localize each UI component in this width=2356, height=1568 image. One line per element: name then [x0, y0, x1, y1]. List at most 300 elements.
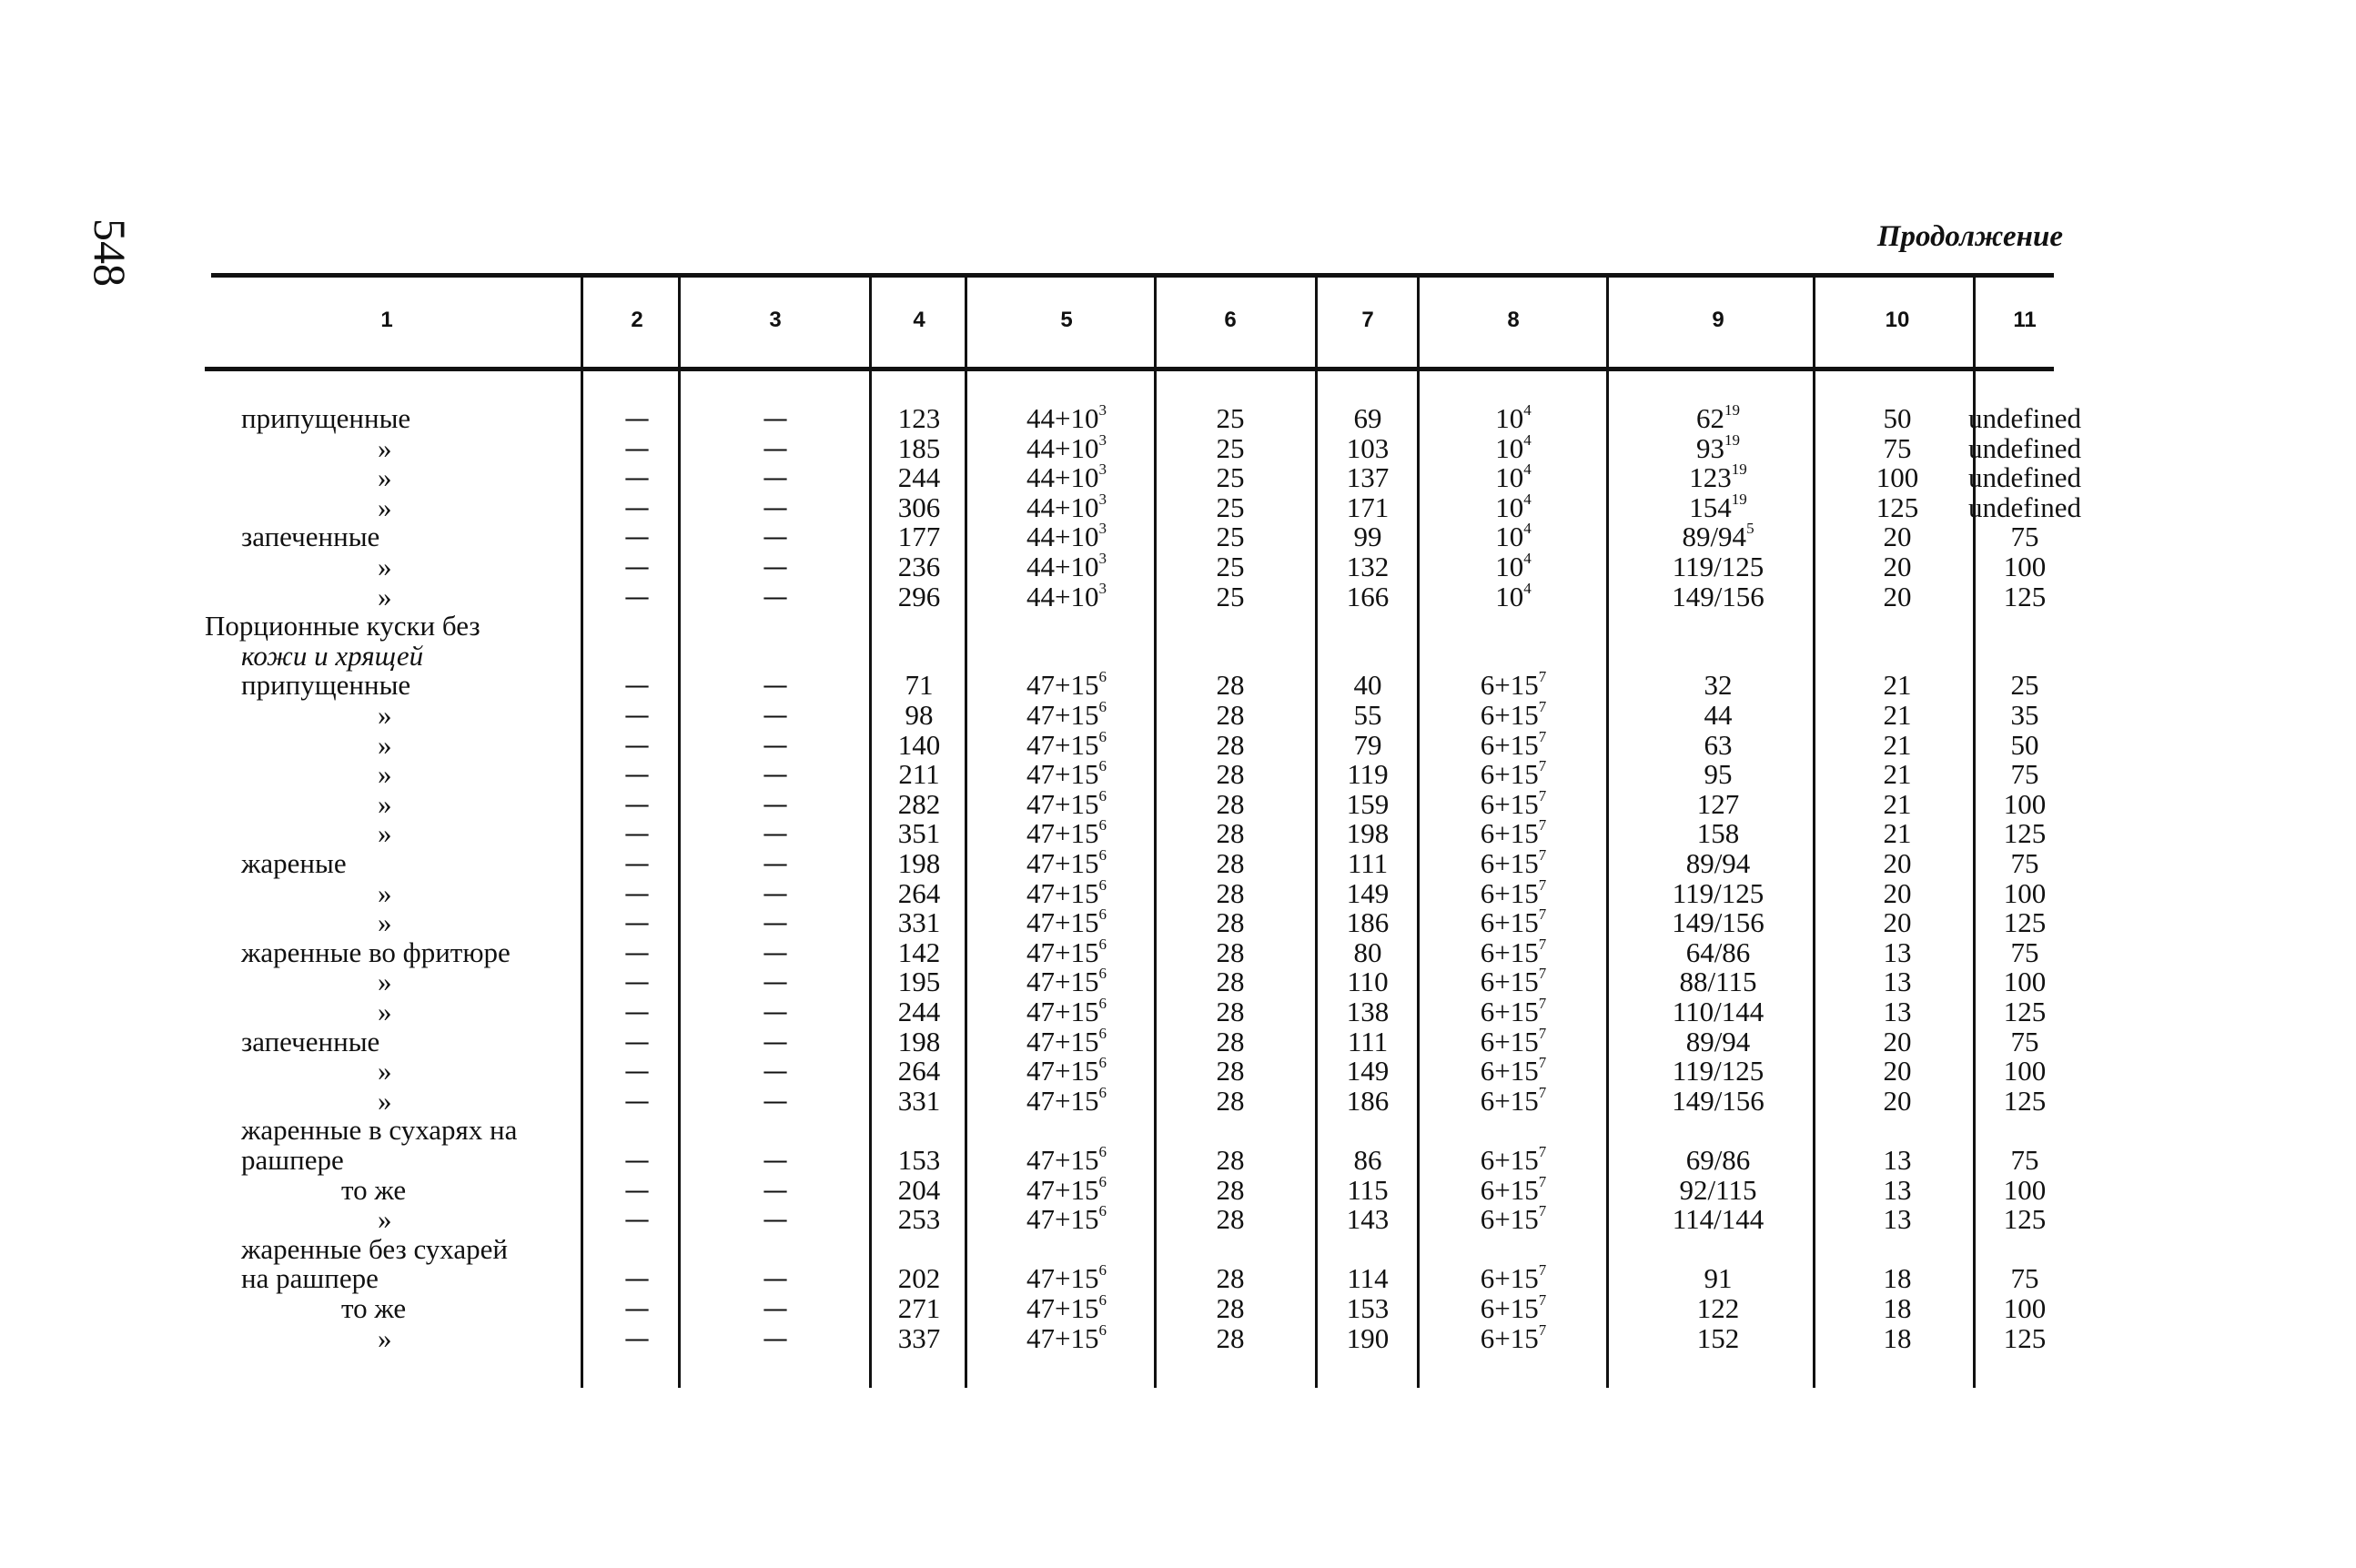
table-cell: $10^4$	[1495, 520, 1532, 553]
table-cell: 137	[1346, 461, 1390, 494]
table-cell: $6+15^7$	[1480, 786, 1547, 820]
table-cell: —	[624, 877, 650, 908]
table-row	[0, 462, 2356, 492]
table-cell: 115	[1347, 1173, 1389, 1206]
table-cell: 264	[897, 1055, 941, 1087]
table-cell: $47+15^6$	[1026, 875, 1107, 909]
table-cell: $47+15^6$	[1026, 1024, 1107, 1057]
table-cell: $44+10^3$	[1026, 460, 1107, 494]
table-cell: 331	[897, 906, 941, 939]
table-cell: —	[624, 521, 650, 552]
footnote-mark: 6	[1098, 1291, 1107, 1309]
table-cell: —	[763, 670, 788, 701]
footnote-mark: 7	[1538, 1202, 1547, 1220]
table-cell: 75	[2010, 521, 2039, 553]
table-cell: $93^{19}$	[1696, 430, 1740, 464]
table-cell: $47+15^6$	[1026, 1083, 1107, 1117]
table-cell: 158	[1696, 817, 1740, 850]
row-label: »	[378, 817, 392, 850]
table-cell: $6+15^7$	[1480, 1054, 1547, 1087]
table-cell: —	[763, 1263, 788, 1294]
footnote-mark: 7	[1538, 875, 1547, 894]
table-cell: $6+15^7$	[1480, 698, 1547, 731]
table-cell: 122	[1696, 1292, 1740, 1324]
footnote-mark: 6	[1098, 1143, 1107, 1160]
footnote-mark: 6	[1098, 905, 1107, 924]
table-cell: —	[624, 1085, 650, 1116]
table-cell: 18	[1883, 1262, 1912, 1295]
table-cell: 138	[1346, 996, 1390, 1027]
column-header: 11	[2013, 308, 2037, 332]
table-cell: 92/115	[1679, 1173, 1757, 1206]
table-cell: $44+10^3$	[1026, 520, 1107, 553]
table-cell: 21	[1883, 817, 1912, 850]
footnote-mark: 7	[1538, 1083, 1547, 1101]
table-cell: 306	[897, 491, 941, 523]
table-row	[0, 848, 2356, 878]
table-cell: 166	[1346, 580, 1390, 612]
table-cell: 28	[1216, 817, 1245, 850]
table-cell: $44+10^3$	[1026, 579, 1107, 612]
footnote-mark: 6	[1098, 1320, 1107, 1339]
table-cell: 204	[897, 1173, 941, 1206]
table-cell: 125	[2003, 580, 2047, 612]
row-label: »	[378, 1203, 392, 1236]
table-cell: 20	[1883, 1025, 1912, 1057]
footnote-mark: 6	[1098, 1054, 1107, 1072]
table-row	[0, 492, 2356, 522]
table-row	[0, 786, 2356, 820]
table-cell: —	[763, 403, 788, 433]
footnote-mark: 7	[1538, 1054, 1547, 1072]
row-label: »	[378, 461, 392, 494]
footnote-mark: 6	[1098, 935, 1107, 953]
table-row	[0, 907, 2356, 937]
column-header: 7	[1361, 308, 1374, 332]
table-cell: 177	[897, 521, 941, 553]
table-cell: 282	[897, 787, 941, 820]
table-cell: —	[624, 1263, 650, 1294]
table-cell: 88/115	[1679, 966, 1757, 998]
table-cell: —	[763, 759, 788, 790]
row-label: кожи и хрящей	[241, 639, 424, 672]
table-cell: 20	[1883, 1084, 1912, 1117]
table-cell: $47+15^6$	[1026, 757, 1107, 791]
footnote-mark: 6	[1098, 875, 1107, 894]
table-cell: 13	[1883, 966, 1912, 998]
table-cell: 195	[897, 966, 941, 998]
footnote-mark: 7	[1538, 1291, 1547, 1309]
table-row	[0, 1115, 2356, 1145]
row-label: »	[378, 876, 392, 909]
table-cell: —	[624, 936, 650, 967]
table-row	[0, 521, 2356, 551]
table-cell: 21	[1883, 758, 1912, 791]
table-cell: $47+15^6$	[1026, 1261, 1107, 1295]
table-cell: 125	[2003, 906, 2047, 939]
table-cell: —	[624, 848, 650, 878]
table-cell: $6+15^7$	[1480, 905, 1547, 939]
table-cell: $123^{19}$	[1689, 460, 1747, 494]
table-cell: $6+15^7$	[1480, 727, 1547, 761]
table-row	[0, 579, 2356, 612]
table-cell: —	[763, 432, 788, 463]
table-cell: 119	[1347, 758, 1389, 791]
table-cell: 89/94	[1685, 847, 1751, 879]
table-cell: $44+10^3$	[1026, 550, 1107, 582]
table-row	[0, 611, 2356, 641]
table-cell: 198	[897, 847, 941, 879]
table-cell: —	[763, 491, 788, 522]
table-cell: 13	[1883, 1203, 1912, 1236]
table-cell: —	[624, 759, 650, 790]
table-cell: —	[763, 996, 788, 1027]
page-number: 548	[85, 218, 136, 287]
footnote-mark: 19	[1724, 430, 1740, 449]
table-row	[0, 818, 2356, 848]
table-cell: —	[624, 907, 650, 938]
table-row	[0, 875, 2356, 909]
table-cell: 186	[1346, 906, 1390, 939]
table-cell: 98	[905, 699, 934, 731]
table-cell: 20	[1883, 906, 1912, 939]
table-row	[0, 1263, 2356, 1293]
table-cell: —	[763, 936, 788, 967]
table-cell: —	[624, 966, 650, 997]
row-label: припущенные	[241, 402, 411, 434]
table-cell: $47+15^6$	[1026, 1291, 1107, 1324]
footnote-mark: 7	[1538, 668, 1547, 686]
table-cell: 149	[1346, 1055, 1390, 1087]
table-cell: 13	[1883, 1173, 1912, 1206]
table-cell: —	[624, 1204, 650, 1235]
table-cell: 63	[1704, 728, 1733, 761]
table-cell: 18	[1883, 1292, 1912, 1324]
footnote-mark: 19	[1724, 401, 1740, 419]
footnote-mark: 4	[1523, 430, 1532, 449]
footnote-mark: 3	[1098, 579, 1107, 597]
row-label: жареные	[241, 847, 347, 879]
table-cell: 28	[1216, 1292, 1245, 1324]
table-cell: 13	[1883, 1144, 1912, 1176]
table-cell: 20	[1883, 847, 1912, 879]
table-row	[0, 1172, 2356, 1206]
table-cell: 13	[1883, 936, 1912, 968]
footnote-mark: 7	[1538, 1024, 1547, 1042]
table-cell: 64/86	[1685, 936, 1751, 968]
footnote-mark: 3	[1098, 460, 1107, 479]
table-row	[0, 1234, 2356, 1264]
table-cell: —	[763, 700, 788, 730]
footnote-mark: 6	[1098, 1261, 1107, 1280]
footnote-mark: 6	[1098, 727, 1107, 745]
table-cell: undefined	[1968, 431, 2081, 464]
table-cell: $6+15^7$	[1480, 1083, 1547, 1117]
table-cell: $6+15^7$	[1480, 757, 1547, 791]
table-cell: $47+15^6$	[1026, 905, 1107, 939]
table-cell: 75	[2010, 1025, 2039, 1057]
table-cell: 89/94	[1685, 1025, 1751, 1057]
table-cell: $47+15^6$	[1026, 1202, 1107, 1236]
table-row	[0, 670, 2356, 700]
table-cell: 119/125	[1672, 1055, 1764, 1087]
table-cell: 28	[1216, 1173, 1245, 1206]
row-label: »	[378, 491, 392, 523]
table-cell: —	[624, 462, 650, 493]
table-cell: 32	[1704, 669, 1733, 702]
table-cell: 337	[897, 1321, 941, 1354]
table-cell: 125	[2003, 1203, 2047, 1236]
footnote-mark: 6	[1098, 757, 1107, 775]
footnote-mark: 6	[1098, 1083, 1107, 1101]
row-label: »	[378, 966, 392, 998]
table-cell: $6+15^7$	[1480, 1202, 1547, 1236]
table-cell: 28	[1216, 758, 1245, 791]
table-cell: $47+15^6$	[1026, 1143, 1107, 1176]
table-cell: —	[624, 432, 650, 463]
table-cell: $47+15^6$	[1026, 1172, 1107, 1206]
table-cell: 244	[897, 996, 941, 1027]
table-cell: 198	[1346, 817, 1390, 850]
table-cell: 86	[1353, 1144, 1382, 1176]
table-cell: 18	[1883, 1321, 1912, 1354]
table-cell: 75	[2010, 847, 2039, 879]
table-cell: 142	[897, 936, 941, 968]
table-cell: $47+15^6$	[1026, 995, 1107, 1027]
row-label: »	[378, 758, 392, 791]
column-header: 5	[1060, 308, 1073, 332]
table-cell: —	[624, 670, 650, 701]
table-cell: —	[763, 966, 788, 997]
table-cell: 20	[1883, 521, 1912, 553]
table-cell: —	[624, 1322, 650, 1353]
table-cell: $6+15^7$	[1480, 1024, 1547, 1057]
table-cell: $6+15^7$	[1480, 1143, 1547, 1176]
table-cell: 100	[2003, 966, 2047, 998]
column-header: 8	[1507, 308, 1520, 332]
table-cell: 25	[1216, 402, 1245, 434]
table-cell: 80	[1353, 936, 1382, 968]
table-cell: $47+15^6$	[1026, 727, 1107, 761]
table-cell: 119/125	[1672, 876, 1764, 909]
table-cell: 91	[1704, 1262, 1733, 1295]
table-cell: 153	[1346, 1292, 1390, 1324]
table-cell: 186	[1346, 1084, 1390, 1117]
table-cell: $6+15^7$	[1480, 668, 1547, 702]
row-label: »	[378, 1321, 392, 1354]
table-cell: —	[763, 1204, 788, 1235]
table-cell: 69/86	[1685, 1144, 1751, 1176]
table-cell: 198	[897, 1025, 941, 1057]
table-cell: 331	[897, 1084, 941, 1117]
table-cell: 20	[1883, 876, 1912, 909]
table-cell: 125	[1876, 491, 1919, 523]
footnote-mark: 7	[1538, 905, 1547, 924]
footnote-mark: 6	[1098, 995, 1107, 1012]
table-cell: —	[763, 877, 788, 908]
row-label: жаренные без сухарей	[241, 1232, 509, 1265]
table-cell: 244	[897, 461, 941, 494]
table-cell: $6+15^7$	[1480, 935, 1547, 968]
row-label: »	[378, 1084, 392, 1117]
table-cell: 149	[1346, 876, 1390, 909]
table-cell: —	[763, 1174, 788, 1205]
table-cell: 114/144	[1672, 1203, 1764, 1236]
table-cell: 69	[1353, 402, 1382, 434]
table-row	[0, 700, 2356, 730]
table-cell: 190	[1346, 1321, 1390, 1354]
table-cell: 153	[897, 1144, 941, 1176]
table-cell: 111	[1347, 1025, 1389, 1057]
table-cell: 132	[1346, 551, 1390, 582]
table-cell: $6+15^7$	[1480, 846, 1547, 879]
table-cell: 28	[1216, 966, 1245, 998]
table-cell: —	[624, 788, 650, 819]
table-cell: 28	[1216, 699, 1245, 731]
table-cell: $44+10^3$	[1026, 490, 1107, 523]
table-cell: 100	[2003, 876, 2047, 909]
table-cell: 149/156	[1672, 906, 1764, 939]
row-label: »	[378, 906, 392, 939]
table-row	[0, 996, 2356, 1027]
table-cell: 202	[897, 1262, 941, 1295]
footnote-mark: 7	[1538, 727, 1547, 745]
table-row	[0, 641, 2356, 671]
table-cell: 21	[1883, 728, 1912, 761]
table-cell: 21	[1883, 699, 1912, 731]
table-cell: $154^{19}$	[1689, 490, 1747, 523]
table-cell: —	[763, 462, 788, 493]
table-cell: 110/144	[1672, 996, 1764, 1027]
table-cell: —	[763, 818, 788, 849]
table-cell: $6+15^7$	[1480, 965, 1547, 998]
table-cell: —	[763, 907, 788, 938]
table-row	[0, 759, 2356, 789]
table-row	[0, 1024, 2356, 1057]
table-cell: 28	[1216, 1025, 1245, 1057]
table-cell: 50	[2010, 728, 2039, 761]
table-cell: $89/94^5$	[1682, 520, 1754, 553]
row-label: »	[378, 787, 392, 820]
footnote-mark: 3	[1098, 430, 1107, 449]
table-cell: —	[624, 551, 650, 582]
table-cell: —	[763, 1026, 788, 1057]
table-cell: 28	[1216, 906, 1245, 939]
table-cell: 185	[897, 431, 941, 464]
footnote-mark: 4	[1523, 520, 1532, 538]
table-cell: 152	[1696, 1321, 1740, 1354]
table-cell: 211	[898, 758, 940, 791]
table-row	[0, 1204, 2356, 1234]
footnote-mark: 4	[1523, 490, 1532, 508]
table-cell: 149/156	[1672, 580, 1764, 612]
table-cell: $10^4$	[1495, 460, 1532, 494]
table-row	[0, 430, 2356, 464]
table-cell: 28	[1216, 1321, 1245, 1354]
table-cell: —	[624, 403, 650, 433]
table-cell: 100	[2003, 551, 2047, 582]
table-cell: —	[624, 996, 650, 1027]
table-cell: —	[624, 700, 650, 730]
table-cell: 253	[897, 1203, 941, 1236]
table-cell: $6+15^7$	[1480, 995, 1547, 1027]
row-label: припущенные	[241, 669, 411, 702]
column-header: 3	[769, 308, 782, 332]
footnote-mark: 7	[1538, 816, 1547, 835]
table-cell: 28	[1216, 876, 1245, 909]
row-label: »	[378, 580, 392, 612]
table-cell: 110	[1347, 966, 1389, 998]
table-cell: —	[763, 521, 788, 552]
footnote-mark: 6	[1098, 965, 1107, 983]
table-cell: 75	[2010, 1262, 2039, 1295]
table-cell: 40	[1353, 669, 1382, 702]
table-row	[0, 551, 2356, 582]
table-cell: $6+15^7$	[1480, 875, 1547, 909]
table-cell: —	[624, 818, 650, 849]
table-cell: 55	[1353, 699, 1382, 731]
table-cell: —	[763, 1293, 788, 1323]
table-cell: —	[624, 1174, 650, 1205]
table-cell: 20	[1883, 1055, 1912, 1087]
table-cell: —	[763, 1145, 788, 1175]
table-cell: 44	[1704, 699, 1733, 731]
table-cell: 25	[2010, 669, 2039, 702]
table-cell: 125	[2003, 817, 2047, 850]
top-rule	[211, 273, 2054, 278]
table-row	[0, 403, 2356, 433]
footnote-mark: 7	[1538, 757, 1547, 775]
table-cell: 111	[1347, 847, 1389, 879]
table-cell: 171	[1346, 491, 1390, 523]
table-cell: undefined	[1968, 491, 2081, 523]
table-cell: 123	[897, 402, 941, 434]
table-row	[0, 1293, 2356, 1323]
table-cell: $6+15^7$	[1480, 1172, 1547, 1206]
table-cell: 271	[897, 1292, 941, 1324]
table-cell: 71	[905, 669, 934, 702]
table-cell: $6+15^7$	[1480, 1320, 1547, 1354]
table-cell: 127	[1696, 787, 1740, 820]
table-cell: $47+15^6$	[1026, 1320, 1107, 1354]
column-header: 6	[1224, 308, 1237, 332]
table-cell: —	[624, 491, 650, 522]
column-header: 4	[913, 308, 925, 332]
table-cell: 125	[2003, 1084, 2047, 1117]
table-cell: $47+15^6$	[1026, 965, 1107, 998]
table-cell: 20	[1883, 551, 1912, 582]
table-cell: $47+15^6$	[1026, 786, 1107, 820]
table-cell: undefined	[1968, 402, 2081, 434]
table-cell: 75	[2010, 1144, 2039, 1176]
continued-label: Продолжение	[1876, 220, 2063, 253]
footnote-mark: 6	[1098, 1202, 1107, 1220]
table-cell: 28	[1216, 728, 1245, 761]
table-cell: 28	[1216, 1203, 1245, 1236]
table-cell: 125	[2003, 1321, 2047, 1354]
row-label: рашпере	[241, 1144, 344, 1176]
table-cell: 149/156	[1672, 1084, 1764, 1117]
table-cell: —	[624, 1056, 650, 1087]
table-row	[0, 727, 2356, 761]
table-cell: 143	[1346, 1203, 1390, 1236]
table-row	[0, 1056, 2356, 1086]
footnote-mark: 3	[1098, 401, 1107, 419]
table-row	[0, 1083, 2356, 1117]
row-label: »	[378, 699, 392, 731]
footnote-mark: 7	[1538, 846, 1547, 864]
footnote-mark: 7	[1538, 965, 1547, 983]
